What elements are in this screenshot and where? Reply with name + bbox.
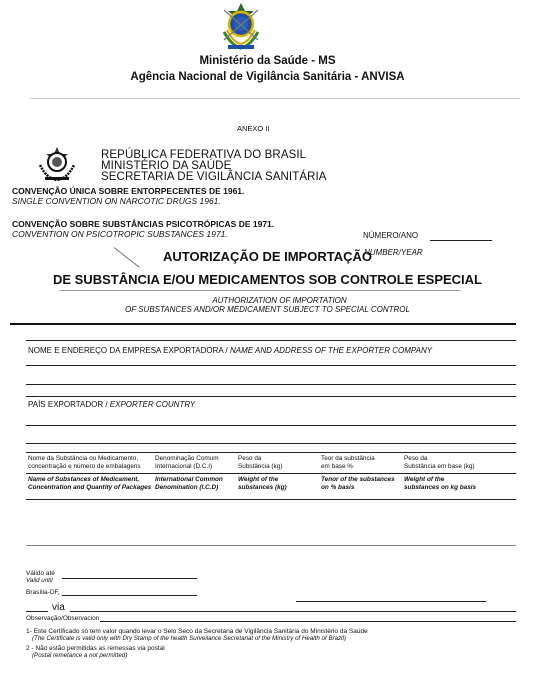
convention-psychotropic-en: CONVENTION ON PSICOTROPIC SUBSTANCES 1971.: [12, 229, 228, 239]
valid-until-label: Válido até: [26, 570, 55, 577]
valid-until-label-en: Valid until: [26, 577, 53, 584]
republic-line-3: SECRETARIA DE VIGILÂNCIA SANITÁRIA: [101, 171, 327, 183]
note-2-en: (Postal remetance a not permitted): [32, 652, 128, 659]
observation-field[interactable]: [100, 621, 516, 622]
country-field-1[interactable]: [26, 425, 516, 426]
exporter-label: [28, 346, 432, 355]
number-year-field[interactable]: [430, 240, 492, 241]
table-top-line: [26, 452, 516, 453]
republic-line-2: MINISTÉRIO DA SAÚDE: [101, 160, 232, 172]
number-year-label: NÚMERO/ANO: [363, 231, 419, 240]
valid-until-field[interactable]: [62, 578, 197, 579]
note-2-pt: 2 - Não estão permitidas as remessas via postal: [26, 645, 165, 652]
via-line: [70, 611, 516, 612]
title-en-line-2: OF SUBSTANCES AND/OR MEDICAMENT SUBJECT TO SPECIAL CONTROL: [125, 305, 410, 314]
brazil-coat-of-arms-icon: [218, 2, 264, 52]
observation-label: Observação/Observacion: [26, 615, 100, 622]
table-header-divider: [26, 473, 516, 474]
header-divider: [10, 323, 516, 325]
via-label: via: [52, 602, 65, 613]
exporter-label-pt: NOME E ENDEREÇO DA EMPRESA EXPORTADORA /: [28, 346, 230, 355]
col-weight-header: Peso da Substância (kg) Weight of the substances (kg): [238, 455, 287, 491]
scan-top-edge: [30, 98, 520, 99]
number-year-label-en: NUMBER/YEAR: [364, 248, 423, 257]
country-label-en: EXPORTER COUNTRY: [109, 400, 196, 409]
place-date-field[interactable]: [62, 595, 197, 596]
col-dci-header: Denominação Comum Internacional (D.C.I) International Common Denomination (I.C.D): [155, 455, 223, 491]
col-substance-header: Nome da Substância ou Medicamento, concentração e número de embalagens Name of Substances of Medicament, Concentration and Quantity of Packages: [28, 455, 152, 491]
title-line-1: AUTORIZAÇÃO DE IMPORTAÇÃO: [163, 249, 372, 264]
title-en-line-1: AUTHORIZATION OF IMPORTATION: [212, 296, 347, 305]
annex-label: ANEXO II: [237, 124, 270, 133]
country-field-2[interactable]: [26, 443, 516, 444]
col-base-weight-header: Peso da Substância em base (kg) Weight of the substances on kg basis: [404, 455, 477, 491]
col-tenor-header: Teor da substância em base % Tenor of the substances on % basis: [321, 455, 395, 491]
convention-psychotropic-pt: CONVENÇÃO SOBRE SUBSTÂNCIAS PSICOTRÓPICAS DE 1971.: [12, 219, 275, 229]
ministry-heading: Ministério da Saúde - MS: [199, 55, 336, 67]
table-header-bottom: [26, 499, 516, 500]
note-1-pt: 1- Este Certificado só tem valor quando levar o Selo Seco da Secretaria de Vigilância Sanitária do Ministério da Saúde: [26, 628, 368, 635]
note-1-en: (The Certificate is valid only with Dry Stamp of the health Surveilance Secretariat of the Ministry of Health of Brazil): [32, 635, 346, 642]
agency-heading: Agência Nacional de Vigilância Sanitária - ANVISA: [130, 71, 405, 83]
place-label: Brasília-DF,: [26, 589, 60, 596]
exporter-field-2[interactable]: [26, 384, 516, 385]
title-underline: [60, 290, 460, 291]
country-label: [28, 400, 195, 409]
country-label-pt: PAÍS EXPORTADOR /: [28, 400, 110, 409]
via-count-field[interactable]: [26, 611, 48, 612]
country-top-line: [26, 396, 516, 397]
exporter-label-en: NAME AND ADDRESS OF THE EXPORTER COMPANY: [229, 346, 433, 355]
republic-seal-icon: [37, 145, 77, 183]
exporter-field-1[interactable]: [26, 365, 516, 366]
table-row-line[interactable]: [26, 545, 516, 546]
republic-line-1: REPÚBLICA FEDERATIVA DO BRASIL: [101, 149, 307, 161]
signature-line[interactable]: [296, 601, 486, 602]
convention-narcotic-pt: CONVENÇÃO ÚNICA SOBRE ENTORPECENTES DE 1961.: [12, 186, 245, 196]
title-line-2: DE SUBSTÂNCIA E/OU MEDICAMENTOS SOB CONTROLE ESPECIAL: [52, 272, 483, 287]
exporter-top-line: [26, 340, 516, 341]
convention-narcotic-en: SINGLE CONVENTION ON NARCOTIC DRUGS 1961.: [12, 196, 221, 206]
